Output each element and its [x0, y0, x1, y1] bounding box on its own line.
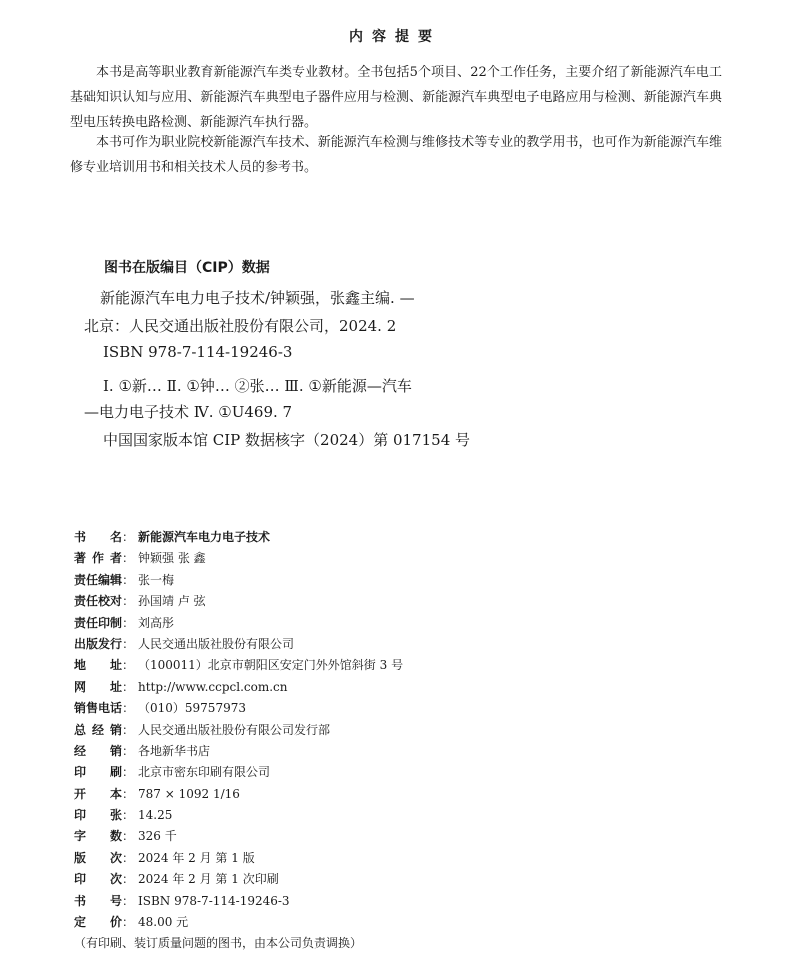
colophon-value: 孙国靖 卢 弦	[138, 594, 206, 609]
colophon-value: 刘高彤	[138, 615, 175, 630]
colophon-label: 印 刷 ：	[74, 765, 134, 780]
colophon-rows	[74, 527, 403, 933]
colophon-label: 书 名 ：	[74, 530, 134, 544]
cip-line-4: Ⅰ. ①新… Ⅱ. ①钟… ②张… Ⅲ. ①新能源—汽车	[103, 377, 412, 395]
colophon-value: 新能源汽车电力电子技术	[138, 530, 271, 544]
colophon-row	[74, 527, 403, 548]
colophon-row	[74, 826, 403, 847]
colophon-label: 责 任 印 制 ：	[74, 615, 135, 630]
colophon-value: 787 × 1092 1/16	[138, 786, 240, 801]
colophon-row	[74, 655, 403, 676]
cip-line-1: 新能源汽车电力电子技术/钟颖强，张鑫主编. —	[100, 289, 415, 307]
colophon-value: 2024 年 2 月 第 1 次印刷	[138, 872, 279, 887]
cip-isbn: ISBN 978-7-114-19246-3	[103, 343, 293, 361]
colophon-value: 张一梅	[138, 572, 175, 587]
colophon-label: 总 经 销 ：	[74, 722, 134, 737]
colophon-row	[74, 698, 403, 719]
colophon-value: 2024 年 2 月 第 1 版	[138, 850, 255, 865]
colophon-row	[74, 613, 403, 634]
colophon-label: 著 作 者 ：	[74, 551, 134, 566]
colophon-value: 人民交通出版社股份有限公司发行部	[138, 722, 331, 737]
colophon-value: ISBN 978-7-114-19246-3	[138, 893, 290, 908]
colophon-label: 责 任 校 对 ：	[74, 594, 135, 609]
colophon-label: 定 价 ：	[74, 915, 134, 930]
colophon-row	[74, 634, 403, 655]
colophon-label: 字 数 ：	[74, 829, 134, 844]
colophon-row	[74, 891, 403, 912]
colophon-row	[74, 570, 403, 591]
colophon-label: 网 址 ：	[74, 679, 134, 694]
colophon-row	[74, 548, 403, 569]
colophon-label: 出 版 发 行 ：	[74, 636, 135, 651]
colophon-label: 印 次 ：	[74, 872, 134, 887]
colophon	[74, 527, 403, 953]
colophon-value: http://www.ccpcl.com.cn	[138, 679, 288, 694]
colophon-row	[74, 805, 403, 826]
cip-heading: 图书在版编目（CIP）数据	[104, 260, 270, 276]
summary-title: 内容提要	[349, 29, 441, 45]
colophon-value: 14.25	[138, 808, 173, 823]
colophon-row	[74, 784, 403, 805]
colophon-row	[74, 912, 403, 933]
colophon-value: （010）59757973	[138, 701, 246, 716]
summary-paragraph-1: 本书是高等职业教育新能源汽车类专业教材。全书包括5个项目、22个工作任务，主要介绍了新能源汽车电工基础知识认知与应用、新能源汽车典型电子器件应用与检测、新能源汽车典型电子电路应用与检测、新能源汽车典型电压转换电路检测、新能源汽车执行器。	[70, 65, 722, 130]
colophon-value: 326 千	[138, 829, 177, 844]
colophon-value: 48.00 元	[138, 915, 189, 930]
colophon-value: 北京市密东印刷有限公司	[138, 765, 271, 780]
colophon-value: （100011）北京市朝阳区安定门外外馆斜街 3 号	[138, 658, 404, 673]
colophon-row	[74, 591, 403, 612]
colophon-row	[74, 677, 403, 698]
summary-paragraph-2: 本书可作为职业院校新能源汽车技术、新能源汽车检测与维修技术等专业的教学用书，也可作为新能源汽车维修专业培训用书和相关技术人员的参考书。	[70, 135, 722, 175]
colophon-row	[74, 762, 403, 783]
colophon-note: （有印刷、装订质量问题的图书，由本公司负责调换）	[74, 936, 363, 951]
colophon-label: 经 销 ：	[74, 743, 134, 758]
cip-line-2: 北京：人民交通出版社股份有限公司，2024. 2	[84, 317, 397, 335]
colophon-label: 销 售 电 话 ：	[74, 701, 135, 716]
colophon-value: 钟颖强 张 鑫	[138, 551, 206, 566]
cip-line-5: —电力电子技术 Ⅳ. ①U469. 7	[84, 403, 293, 421]
cip-record-number: 中国国家版本馆 CIP 数据核字（2024）第 017154 号	[103, 431, 471, 449]
colophon-label: 印 张 ：	[74, 808, 134, 823]
colophon-value: 各地新华书店	[138, 743, 211, 758]
colophon-row	[74, 720, 403, 741]
colophon-row	[74, 869, 403, 890]
colophon-label: 版 次 ：	[74, 850, 134, 865]
colophon-row	[74, 848, 403, 869]
colophon-row	[74, 741, 403, 762]
colophon-label: 责 任 编 辑 ：	[74, 572, 135, 587]
colophon-value: 人民交通出版社股份有限公司	[138, 636, 295, 651]
colophon-label: 地 址 ：	[74, 658, 134, 673]
colophon-label: 开 本 ：	[74, 786, 134, 801]
colophon-label: 书 号 ：	[74, 893, 134, 908]
